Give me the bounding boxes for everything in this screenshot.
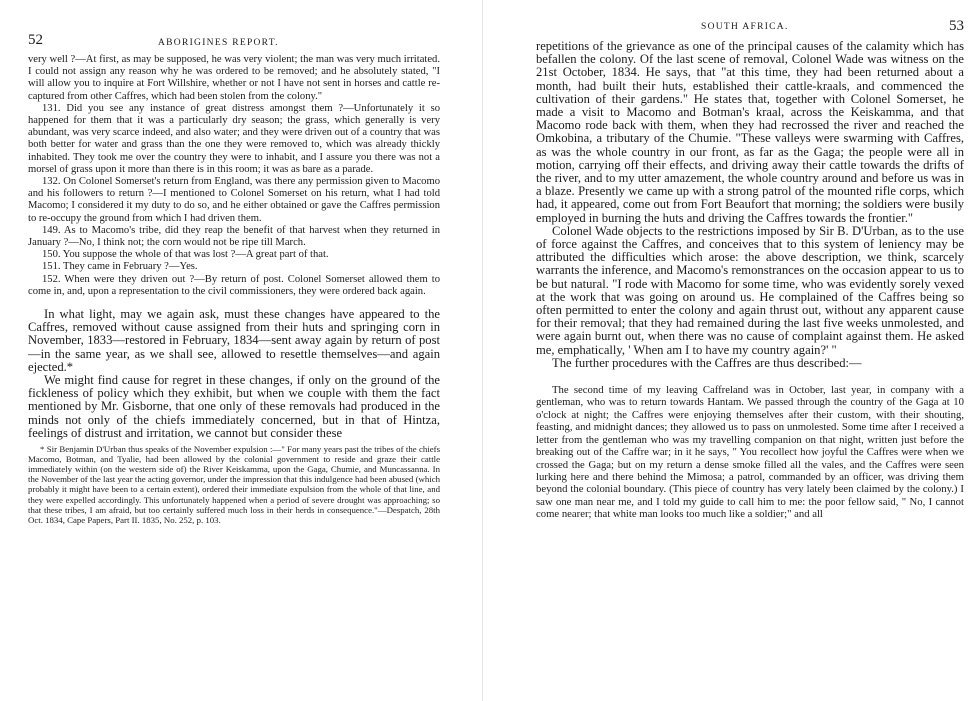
evidence-paragraph: 132. On Colonel Somerset's return from England, was there any permission given to Macomo and his followers to return ?—I mentioned to Colonel Somerset on his return, what I had told Macomo; I considered it my duty to do so, and he either obtained or gave the Caffres permission to re-occupy the ground from which I had driven them. <box>28 176 440 224</box>
narrative-paragraph: The further procedures with the Caffres are thus described:— <box>552 355 862 370</box>
left-running-title: ABORIGINES REPORT. <box>158 38 279 48</box>
evidence-paragraph: 151. They came in February ?—Yes. <box>42 261 198 273</box>
right-narrative <box>536 40 964 370</box>
quoted-letter <box>536 384 964 520</box>
narrative-paragraph: repetitions of the grievance as one of the principal causes of the calamity which has befallen the colony. Of the last scene of removal, Colonel Wade was witness on the 21st October, 1834. He says, that "at this time, they had been returned about a month, had built their huts, established their cattle-kraals, and commenced the cultivation of their gardens." He states that, together with Colonel Somerset, he made a visit to Macomo and Botman's kraal, across the Keiskamma, and that Macomo rode back with them, when they had recrossed the river and reached the Omkobina, a tributary of the Chumie. "These valleys were swarming with Caffres, as was the whole country in our front, as far as the Gaga; the people were all in motion, carrying off their effects, and driving away their cattle towards the drifts of the river, and to my utter amazement, the whole country around and before us was in a blaze. Presently we came up with a strong patrol of the mounted rifle corps, which had, it appeared, come out from Fort Beaufort that morning; the soldiers were busily employed in burning the huts and driving the Caffres towards the frontier." <box>536 39 964 225</box>
narrative-paragraph: We might find cause for regret in these changes, if only on the ground of the fickleness of policy which they exhibit, but when we couple with them the fact mentioned by Mr. Gisborne, that one only of these removals had produced in the minds not only of the chiefs immediately concerned, but in that of Hintza, feelings of distrust and irritation, we cannot but consider these <box>28 373 440 440</box>
evidence-paragraph: 152. When were they driven out ?—By return of post. Colonel Somerset allowed them to come in, and, upon a representation to the civil commissioners, they were ordered back again. <box>28 273 440 297</box>
left-page-number: 52 <box>28 32 43 48</box>
right-running-title: SOUTH AFRICA. <box>701 22 789 32</box>
footnote-text: * Sir Benjamin D'Urban thus speaks of the November expulsion :—" For many years past the tribes of the chiefs Macomo, Botman, and Tyalie, had been allowed by the colonial government to reside and graze their cattle immediately within (on the western side of) the River Keiskamma, upon the Gaga, Chumie, and Muncassanna. In the November of the last year the acting governor, under the impression that this indulgence had been abused (which probably it might have been to a certain extent), ordered their immediate expulsion from the whole of that line, and they were expelled accordingly. This unfortunately happened when a period of severe drought was approaching; so that these tribes, I am afraid, but too certainly suffered much loss in their herds in consequence."—Despatch, 28th Oct. 1834, Cape Papers, Part II. 1835, No. 252, p. 103. <box>28 444 440 525</box>
book-gutter <box>482 0 483 701</box>
narrative-paragraph: In what light, may we again ask, must these changes have appeared to the Caffres, removed without cause assigned from their huts and springing corn in November, 1833—restored in February, 1834—sent away again by return of post—in the same year, as we shall see, allowed to resettle themselves—and again ejected.* <box>28 307 440 374</box>
right-page <box>484 0 980 701</box>
left-page <box>0 0 480 701</box>
right-page-number: 53 <box>949 18 964 34</box>
evidence-paragraph: 149. As to Macomo's tribe, did they reap the benefit of that harvest when they returned in January ?—No, I think not; the corn would not be ripe till March. <box>28 224 440 249</box>
evidence-section <box>28 54 440 298</box>
left-running-head <box>28 0 440 54</box>
right-running-head <box>536 0 964 40</box>
letter-text: The second time of my leaving Caffreland was in October, last year, in company with a gentleman, who was to return towards Hantam. We passed through the country of the Gaga at 10 o'clock at night; the Caffres were enjoying themselves after their custom, with their shouting, feasting, and midnight dances; they allowed us to pass on unmolested. Some time after I received a letter from the gentleman who was my travelling companion on that night, written just before the breaking out of the Caffre war; in it he says, " You recollect how joyful the Caffres were when we crossed the Gaga; but on my return a dense smoke filled all the vales, and the Caffres were seen lurking here and there behind the Mimosa; a patrol, commanded by an officer, was driving them beyond the colonial boundary. (This piece of country has very lately been claimed by the colony.) I saw one man near me, and I told my guide to call him to me: the poor fellow said, " No, I cannot come nearer; that white man looks too much like a soldier;" and all <box>536 384 964 521</box>
evidence-paragraph: 131. Did you see any instance of great distress amongst them ?—Unfortunately it so happened for them that it was a particularly dry season; the grass, which generally is very abundant, was very scarce indeed, and also water; and they were driven out of a country that was both better for water and grass than the one they were removed to, which was already thickly inhabited. They took me over the country they were to inhabit, and I assure you there was not a morsel of grass upon it more than there is in this room; it was as bare as a parade. <box>28 102 440 175</box>
narrative-paragraph: Colonel Wade objects to the restrictions imposed by Sir B. D'Urban, as to the use of force against the Caffres, and conceives that to this system of leniency may be attributed the difficulties which arose: the above description, we think, scarcely warrants the inference, and Macomo's remonstrances on the occasion appear to us to be but natural. "I rode with Macomo for some time, who was evidently sorely vexed at the work that was going on around us. He complained of the Caffres being so often permitted to enter the colony and again thrust out, without any apparent cause for their removal; that they had remained during the last five weeks unmolested, and were again burnt out, when there was no cause of complaint against them. He asked me, emphatically, ' When am I to have my country again?' " <box>536 223 964 357</box>
evidence-paragraph: very well ?—At first, as may be supposed, he was very violent; the man was very much irritated. I could not assign any reason why he was ordered to be removed; and he absolutely stated, "I will allow you to inquire at Fort Willshire, whether or not I have not sent in horses and cattle re-captured from other Caffres, which had been stolen from the colony." <box>28 54 440 102</box>
evidence-paragraph: 150. You suppose the whole of that was lost ?—A great part of that. <box>42 249 329 261</box>
left-narrative <box>28 308 440 440</box>
footnote <box>28 444 440 525</box>
